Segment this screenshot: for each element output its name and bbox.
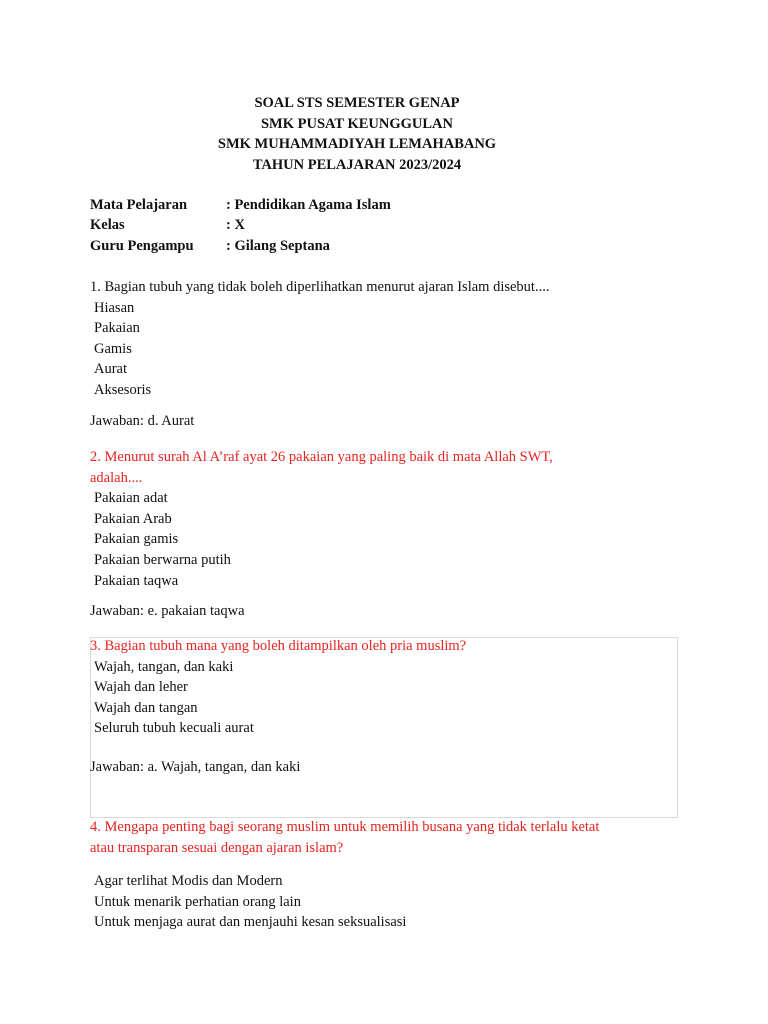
question-3	[90, 636, 466, 739]
option-item: Pakaian taqwa	[94, 572, 179, 589]
option-item: Pakaian adat	[94, 490, 168, 507]
option-item: Agar terlihat Modis dan Modern	[94, 873, 283, 889]
header-academic-year: TAHUN PELAJARAN 2023/2024	[252, 156, 462, 173]
option-item: Hiasan	[94, 299, 135, 316]
info-row-class	[90, 215, 391, 235]
subject-info	[90, 195, 391, 256]
option-item: Pakaian gamis	[94, 531, 179, 548]
question-text: 4. Mengapa penting bagi seorang muslim untuk memilih busana yang tidak terlalu ketat	[90, 819, 600, 835]
header-school-program: SMK PUSAT KEUNGGULAN	[260, 115, 453, 132]
option-item: Wajah dan tangan	[94, 699, 198, 716]
answer-3: Jawaban: a. Wajah, tangan, dan kaki	[90, 759, 301, 775]
option-item: Untuk menarik perhatian orang lain	[94, 893, 301, 910]
question-text: 2. Menurut surah Al A’raf ayat 26 pakaian yang paling baik di mata Allah SWT,	[90, 449, 553, 465]
option-item: Aurat	[94, 361, 128, 378]
question-text: 3. Bagian tubuh mana yang boleh ditampilkan oleh pria muslim?	[90, 638, 467, 654]
question-1	[90, 277, 549, 401]
info-row-subject	[90, 195, 391, 215]
option-item: Seluruh tubuh kecuali aurat	[94, 720, 254, 737]
answer-2: Jawaban: e. pakaian taqwa	[90, 603, 245, 619]
question-text: 1. Bagian tubuh yang tidak boleh diperlihatkan menurut ajaran Islam disebut....	[90, 279, 550, 295]
answer-1: Jawaban: d. Aurat	[90, 413, 195, 429]
option-item: Pakaian	[94, 320, 140, 337]
option-item: Wajah dan leher	[94, 679, 188, 696]
info-label: Mata Pelajaran	[90, 197, 188, 213]
question-2	[90, 447, 553, 591]
question-text: atau transparan sesuai dengan ajaran islam?	[90, 839, 344, 856]
question-4	[90, 817, 599, 858]
header-school-name: SMK MUHAMMADIYAH LEMAHABANG	[217, 136, 497, 152]
info-row-teacher	[90, 236, 391, 256]
option-item: Gamis	[94, 340, 132, 357]
question-4-options	[90, 871, 406, 933]
info-value: : X	[226, 217, 245, 234]
info-label: Kelas	[90, 217, 125, 234]
option-item: Aksesoris	[94, 381, 152, 398]
option-item: Untuk menjaga aurat dan menjauhi kesan seksualisasi	[94, 914, 407, 931]
document-header	[90, 93, 624, 175]
header-title: SOAL STS SEMESTER GENAP	[254, 95, 460, 111]
info-value: : Gilang Septana	[226, 237, 330, 254]
question-text: adalah....	[90, 469, 143, 486]
option-item: Pakaian Arab	[94, 510, 172, 527]
option-item: Wajah, tangan, dan kaki	[94, 658, 234, 675]
option-item: Pakaian berwarna putih	[94, 551, 231, 568]
info-value: : Pendidikan Agama Islam	[226, 197, 391, 213]
info-label: Guru Pengampu	[90, 237, 194, 254]
